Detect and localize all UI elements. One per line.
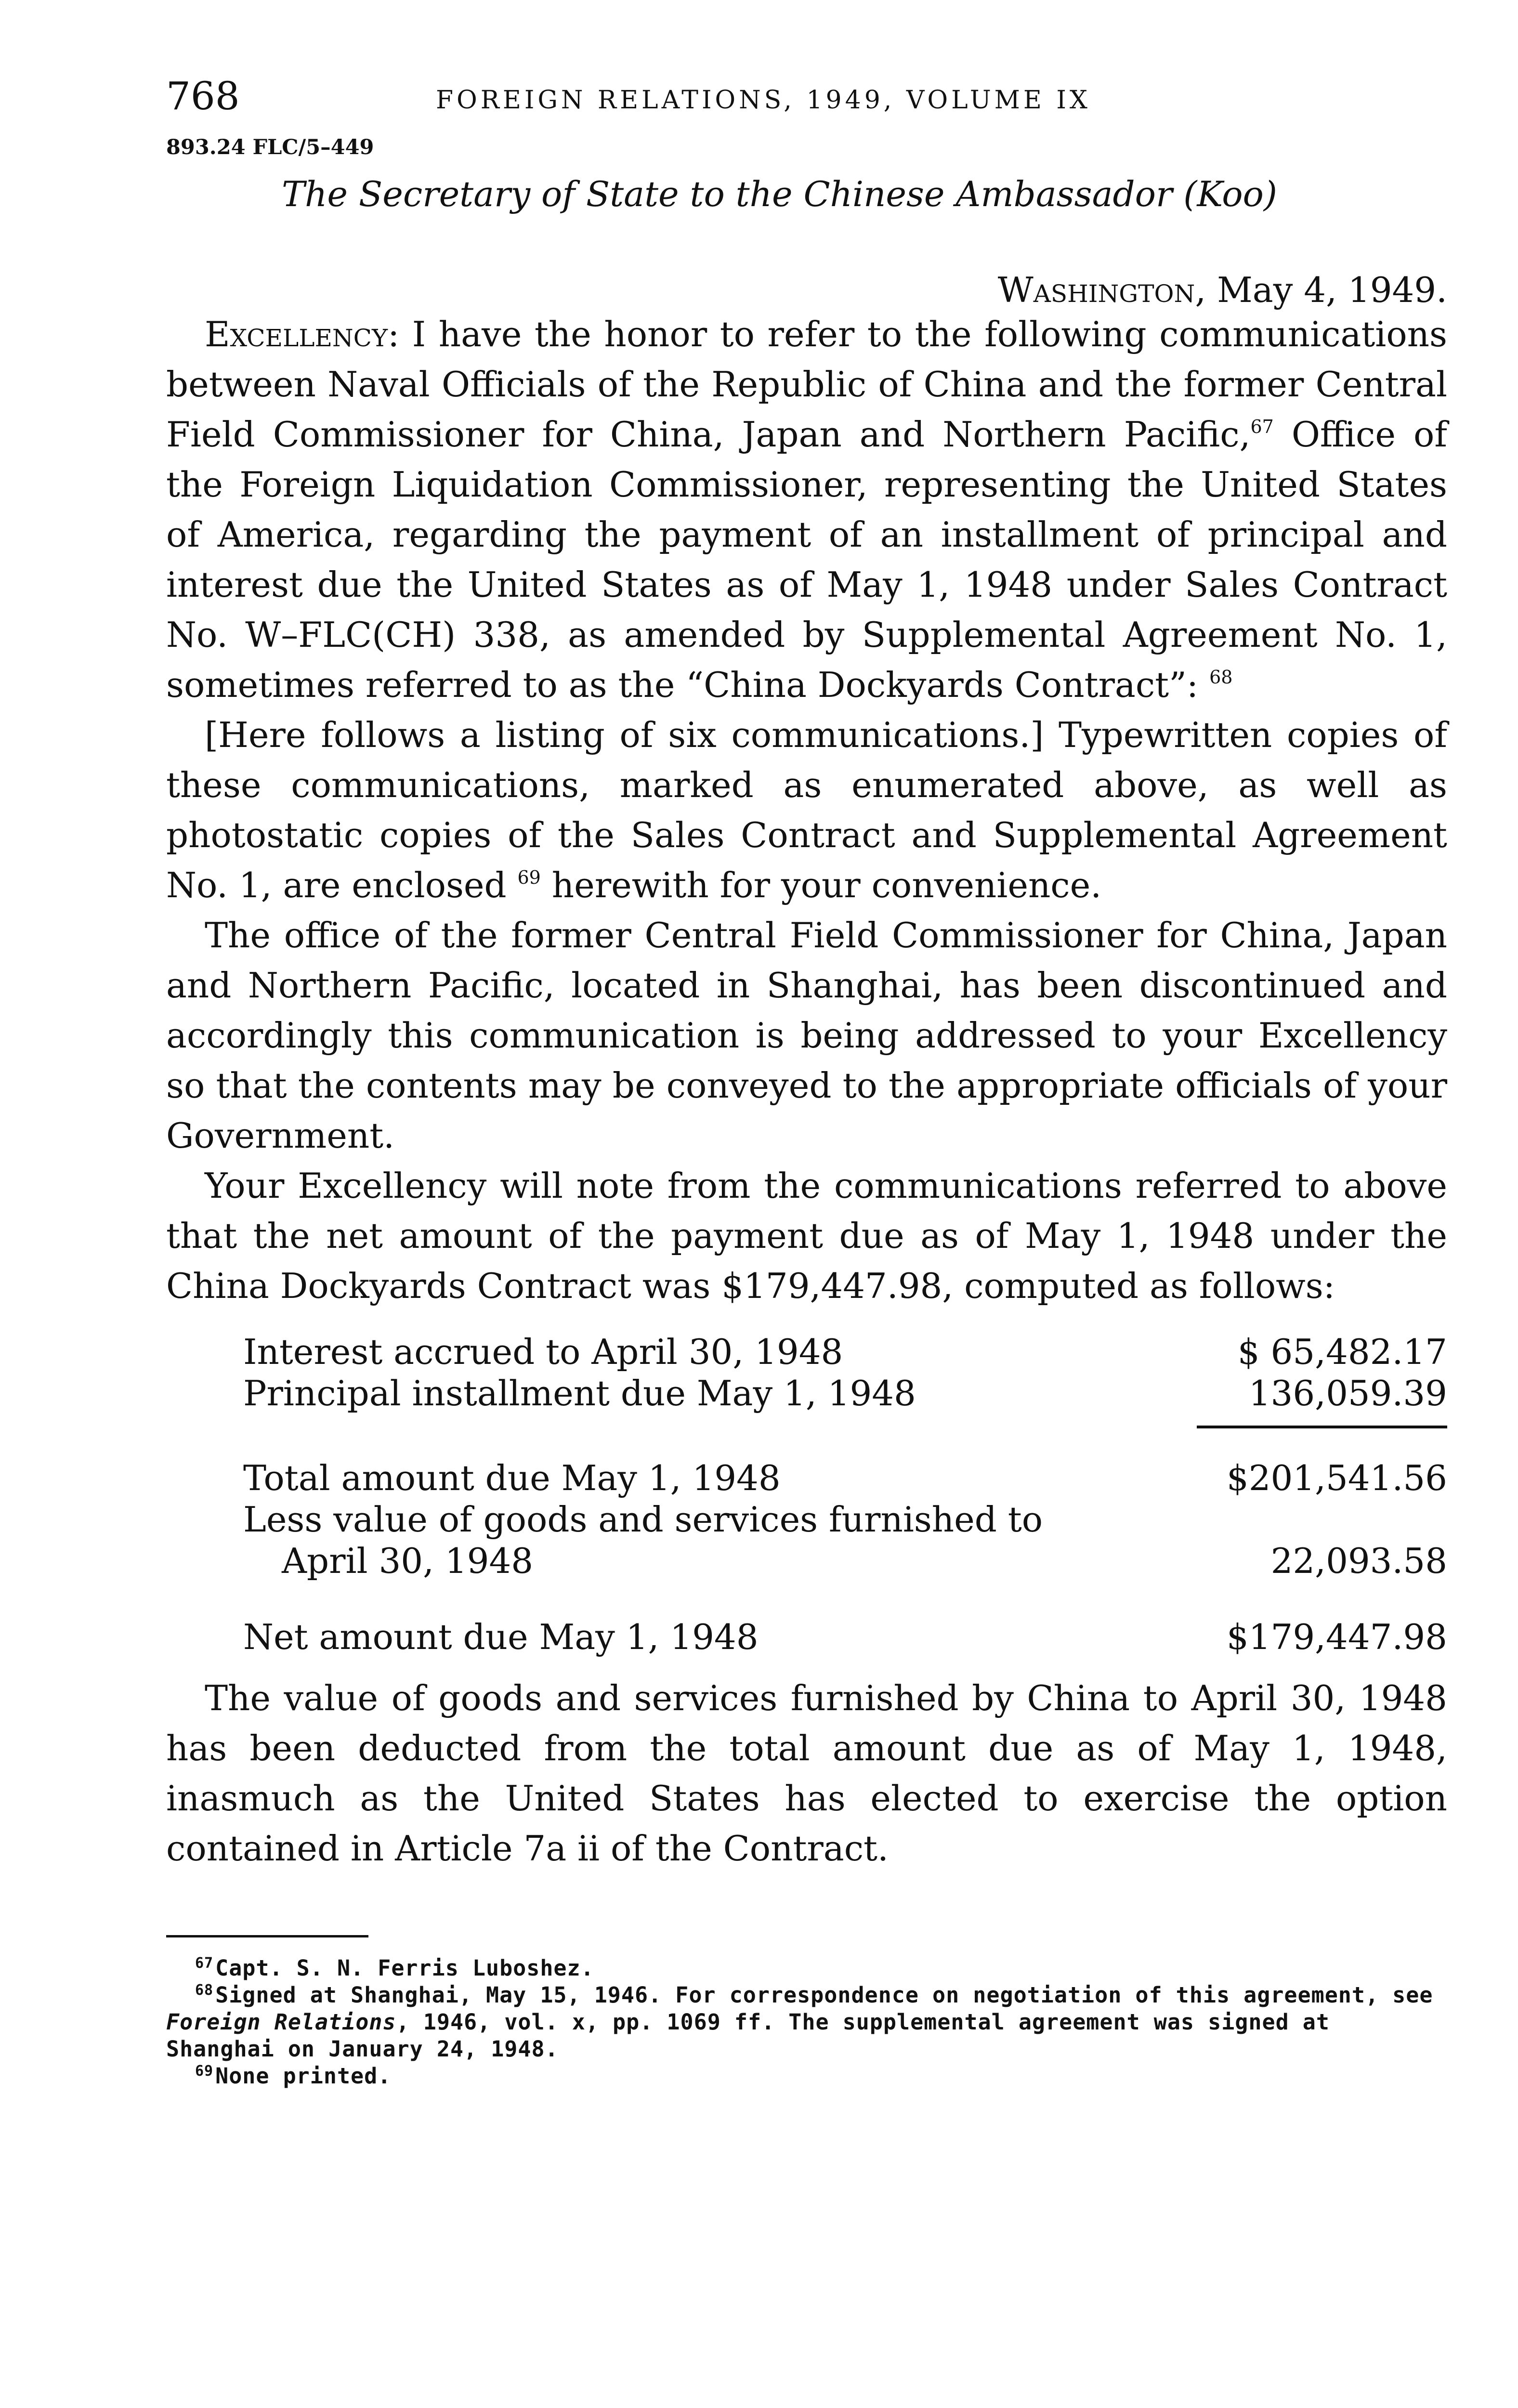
paragraph-5: The value of goods and services furnished by China to April 30, 1948 has been deducted from the total amount due as of May 1, 1948, inasmuch as the United States has elected to exercise the option contained in Article 7a ii of the Contract.: [166, 1678, 1447, 1869]
footnote-68: [166, 1982, 1447, 2063]
dateline: [166, 271, 1447, 309]
footnote-67-marker: 67: [195, 1955, 214, 1972]
interest-label: Interest accrued to April 30, 1948: [243, 1332, 843, 1373]
less-label-line-1: Less value of goods and services furnished to: [243, 1499, 1043, 1540]
footnote-67-text: Capt. S. N. Ferris Luboshez.: [215, 1955, 594, 1981]
paragraph-1: [166, 309, 1447, 710]
footnote-68-text-b: , 1946, vol. x, pp. 1069 ff. The supplemental agreement was signed at Shanghai on January 24, 1948.: [166, 2009, 1330, 2062]
interest-value: $ 65,482.17: [1237, 1332, 1447, 1373]
paragraph-3: The office of the former Central Field Commissioner for China, Japan and Northern Pacific, located in Shanghai, has been discontinued and accordingly this communication is being addressed to your Excellency so that the contents may be conveyed to the appropriate officials of your Government.: [166, 915, 1447, 1156]
footnote-ref-69: 69: [517, 867, 541, 889]
footnote-divider: [166, 1935, 368, 1937]
net-value: $179,447.98: [1226, 1617, 1447, 1658]
running-head: [166, 67, 1447, 120]
total-value: $201,541.56: [1226, 1458, 1447, 1499]
footnote-69-text: None printed.: [215, 2063, 392, 2089]
paragraph-2-text-b: herewith for your convenience.: [540, 865, 1102, 906]
paragraph-1-text-b: Office of the Foreign Liquidation Commissioner, representing the United States of America, regarding the payment of an installment of principal and interest due the United States as of May 1, 1948 under Sales Contract No. W–FLC(CH) 338, as amended by Supplemental Agreement No. 1, sometimes referred to as the “China Dockyards Contract”:: [166, 414, 1447, 706]
footnote-69: [166, 2063, 1447, 2090]
dateline-place: Washington: [997, 270, 1195, 311]
interest-row: [243, 1331, 1447, 1373]
less-row-line-2: [243, 1540, 1447, 1582]
payment-computation: [243, 1331, 1447, 1658]
footnote-68-italic: Foreign Relations: [166, 2009, 396, 2035]
footnote-ref-68: 68: [1209, 667, 1233, 688]
dateline-date: , May 4, 1949.: [1195, 270, 1447, 311]
less-row-line-1: [243, 1499, 1447, 1540]
footnote-69-marker: 69: [195, 2063, 214, 2080]
salutation: Excellency: [205, 314, 388, 355]
less-label-line-2: April 30, 1948: [282, 1541, 534, 1582]
running-title: FOREIGN RELATIONS, 1949, VOLUME IX: [436, 86, 1091, 115]
total-label: Total amount due May 1, 1948: [243, 1458, 781, 1499]
net-label: Net amount due May 1, 1948: [243, 1617, 759, 1658]
less-value: 22,093.58: [1270, 1541, 1447, 1582]
document-title: The Secretary of State to the Chinese Ambassador (Koo): [282, 174, 1277, 214]
paragraph-1-text-a: : I have the honor to refer to the following communications between Naval Officials of the Republic of China and the former Central Field Commissioner for China, Japan and Northern Pacific,: [166, 314, 1447, 455]
paragraph-2-text-a: [Here follows a listing of six communications.] Typewritten copies of these communications, marked as enumerated above, as well as photostatic copies of the Sales Contract and Supplemental Agreement No. 1, are enclosed: [166, 715, 1447, 906]
net-row: [243, 1616, 1447, 1658]
footnote-68-text-a: Signed at Shanghai, May 15, 1946. For correspondence on negotiation of this agreement, see: [215, 1982, 1433, 2008]
document-page: [166, 67, 1447, 2090]
page-number: 768: [166, 74, 240, 118]
principal-label: Principal installment due May 1, 1948: [243, 1373, 916, 1414]
paragraph-4: Your Excellency will note from the communications referred to above that the net amount of the payment due as of May 1, 1948 under the China Dockyards Contract was $179,447.98, computed as follows:: [166, 1165, 1447, 1307]
net-spacer: [243, 1582, 1447, 1616]
footnote-67: [166, 1955, 1447, 1982]
principal-value: 136,059.39: [1248, 1373, 1447, 1414]
principal-row: [243, 1373, 1447, 1414]
paragraph-2: [166, 710, 1447, 910]
total-row: [243, 1457, 1447, 1499]
file-reference: 893.24 FLC/5–449: [166, 135, 374, 159]
footnote-ref-67: 67: [1250, 416, 1274, 438]
subtotal-rule: [243, 1414, 1447, 1457]
footnote-68-marker: 68: [195, 1982, 214, 1999]
footnotes: [166, 1955, 1447, 2090]
